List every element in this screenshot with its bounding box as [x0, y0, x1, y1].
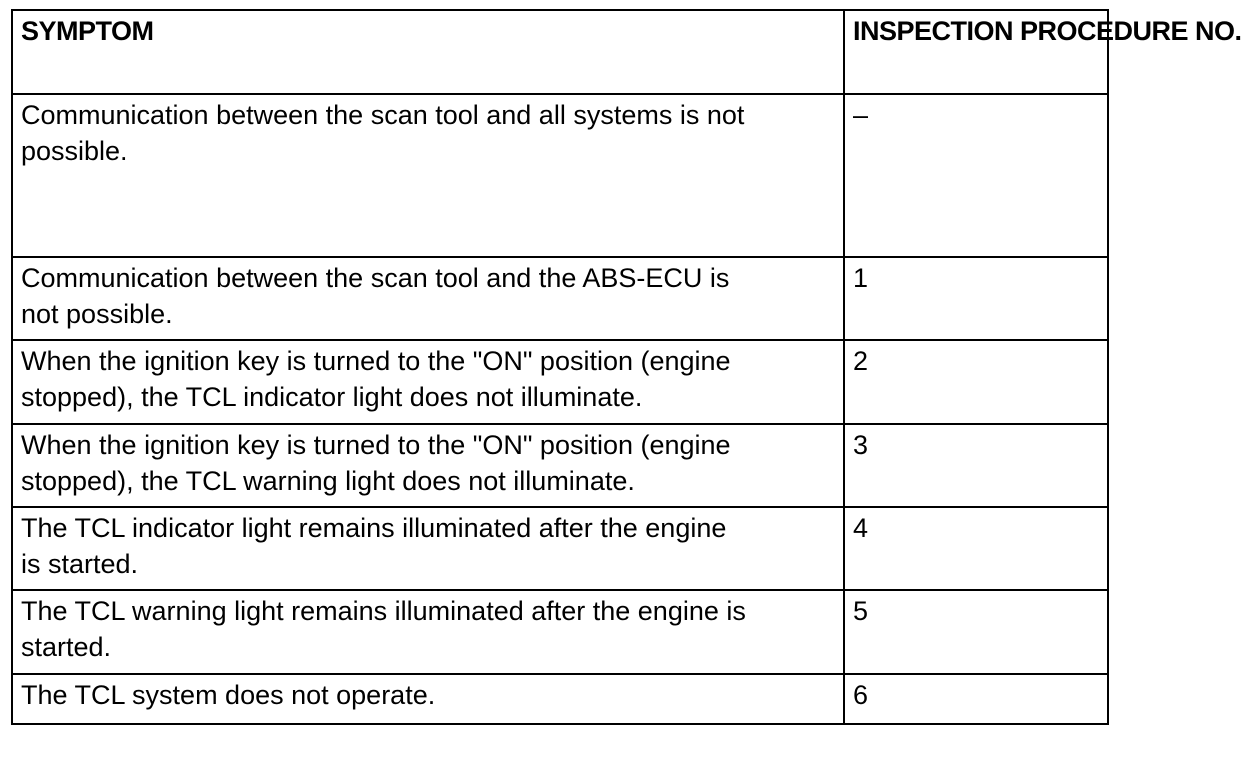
symptom-cell: The TCL indicator light remains illuminated after the engine is started.	[21, 513, 727, 579]
symptom-cell: Communication between the scan tool and all systems is not possible.	[21, 100, 745, 166]
procedure-number-cell: 5	[853, 596, 869, 626]
symptom-cell: When the ignition key is turned to the "ON" position (engine stopped), the TCL indicator light does not illuminate.	[21, 346, 731, 412]
procedure-number-cell: –	[853, 100, 869, 130]
symptom-cell: Communication between the scan tool and the ABS-ECU is not possible.	[21, 263, 730, 329]
column-divider	[843, 11, 845, 723]
table-header-row	[13, 11, 1242, 95]
procedure-column-header: INSPECTION PROCEDURE NO.	[853, 16, 1242, 46]
table-row	[13, 258, 1107, 341]
procedure-number-cell: 6	[853, 680, 869, 710]
symptom-cell: The TCL system does not operate.	[21, 680, 436, 710]
procedure-number-cell: 1	[853, 263, 869, 293]
table-row	[13, 591, 1107, 675]
procedure-number-cell: 4	[853, 513, 869, 543]
table-row	[13, 508, 1107, 591]
symptom-table	[11, 9, 1242, 725]
symptom-cell: The TCL warning light remains illuminated after the engine is started.	[21, 596, 746, 662]
procedure-number-cell: 2	[853, 346, 869, 376]
procedure-number-cell: 3	[853, 430, 869, 460]
table-row	[13, 341, 1107, 425]
table-row	[13, 95, 1107, 258]
table-row	[13, 425, 1107, 508]
symptom-column-header: SYMPTOM	[21, 16, 154, 46]
symptom-cell: When the ignition key is turned to the "ON" position (engine stopped), the TCL warning light does not illuminate.	[21, 430, 731, 496]
table-row	[13, 675, 1107, 723]
